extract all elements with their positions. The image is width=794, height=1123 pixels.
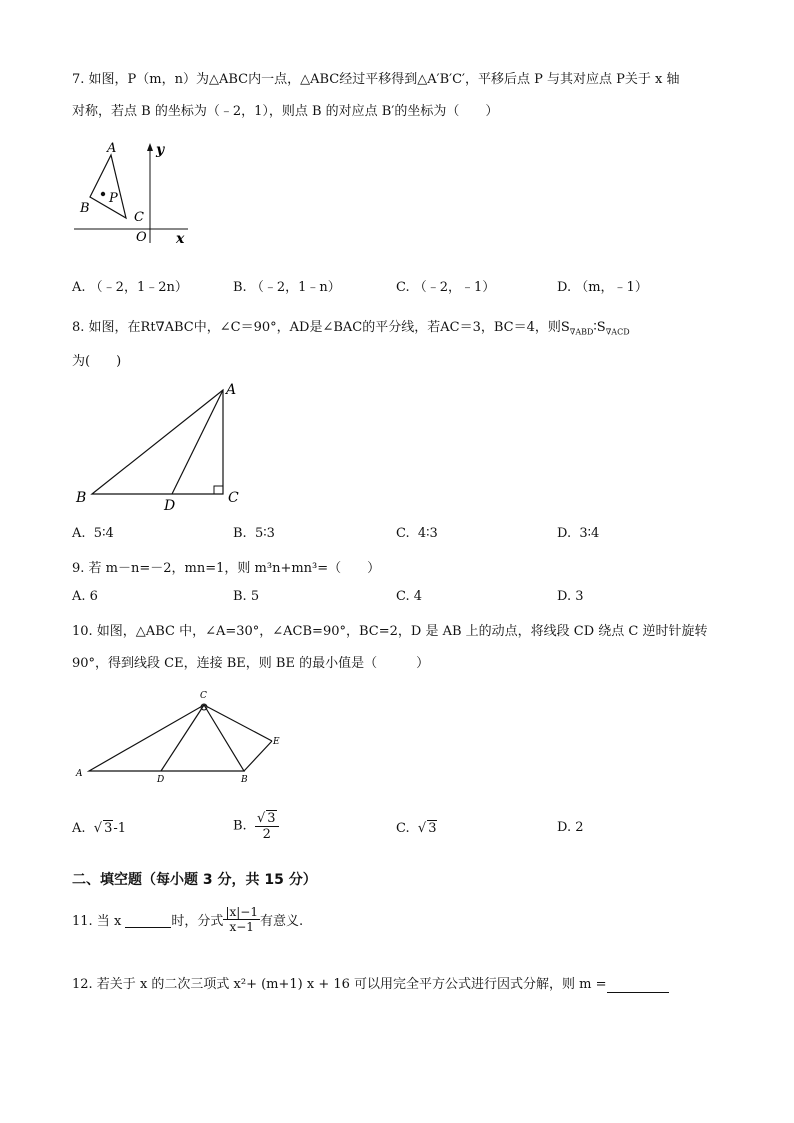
q8-option-b[interactable]: B. 5∶3: [233, 526, 275, 541]
q10-label-A: A: [76, 769, 83, 779]
q10-label-D: D: [157, 775, 165, 785]
q7-label-O: O: [136, 230, 147, 245]
q7-label-y: y: [156, 142, 165, 158]
q7-figure: [70, 140, 200, 250]
q10-label-B: B: [241, 775, 248, 785]
q11-stem: 11. 当 x 时，分式 $\frac{|x|-1}{x-1}$ 有意义.: [72, 905, 304, 934]
q7-option-c[interactable]: C. （﹣2，﹣1）: [396, 280, 496, 295]
q9-stem: 9. 若 m－n=－2，mn=1，则 m³n+mn³=（ ）: [72, 561, 381, 576]
q8-label-C: C: [228, 490, 239, 506]
q7-stem-line1: 7. 如图，P（m，n）为△ABC内一点，△ABC经过平移得到△A′B′C′，平移后点 P 与其对应点 P关于 x 轴: [72, 72, 680, 87]
q7-label-P: P: [109, 191, 118, 206]
q8-option-c[interactable]: C. 4∶3: [396, 526, 438, 541]
q7-option-a[interactable]: A. （﹣2，1﹣2n）: [72, 280, 188, 295]
q8-option-d[interactable]: D. 3∶4: [557, 526, 600, 541]
q9-option-a[interactable]: A. 6: [72, 589, 98, 604]
q7-stem-line2: 对称，若点 B 的坐标为（﹣2，1），则点 B 的对应点 B′的坐标为（ ）: [72, 104, 499, 119]
q8-option-a[interactable]: A. 5∶4: [72, 526, 114, 541]
q7-label-A: A: [107, 141, 117, 156]
q7-label-C: C: [134, 210, 144, 225]
q10-option-b[interactable]: B. $\frac{√ 3}{2}$: [233, 810, 279, 842]
q9-option-c[interactable]: C. 4: [396, 589, 423, 604]
q8-stem-line1: 8. 如图，在Rt∇ABC中，∠C＝90°，AD是∠BAC的平分线，若AC＝3，BC＝4，则$S_{\nabla ABD}∶S_{\nabla ACD}$: [72, 320, 630, 337]
q12-answer-blank[interactable]: [607, 977, 669, 993]
q8-label-D: D: [164, 498, 176, 514]
section-2-heading: 二、填空题（每小题 3 分，共 15 分）: [72, 872, 317, 888]
q7-option-b[interactable]: B. （﹣2，1﹣n）: [233, 280, 341, 295]
q8-label-A: A: [226, 382, 237, 398]
q11-answer-blank[interactable]: [125, 912, 171, 928]
q7-option-d[interactable]: D. （m，﹣1）: [557, 280, 648, 295]
q10-label-C: C: [200, 691, 207, 701]
q10-figure: [70, 686, 290, 786]
q9-option-d[interactable]: D. 3: [557, 589, 584, 604]
q7-label-B: B: [80, 201, 90, 216]
q10-stem-line2: 90°，得到线段 CE，连接 BE，则 BE 的最小值是（ ）: [72, 656, 430, 671]
q8-figure: [70, 378, 250, 513]
q9-option-b[interactable]: B. 5: [233, 589, 260, 604]
q8-stem-line2: 为( ): [72, 354, 122, 369]
q10-option-d[interactable]: D. 2: [557, 820, 584, 835]
q10-option-a[interactable]: A. √ 3-1: [72, 821, 127, 836]
q12-stem: 12. 若关于 x 的二次三项式 x²+ (m+1) x + 16 可以用完全平方公式进行因式分解，则 m =: [72, 973, 669, 993]
q10-stem-line1: 10. 如图，△ABC 中，∠A=30°，∠ACB=90°，BC=2，D 是 AB 上的动点，将线段 CD 绕点 C 逆时针旋转: [72, 624, 708, 639]
q10-label-E: E: [273, 737, 280, 747]
q10-option-c[interactable]: C. √ 3: [396, 821, 437, 836]
q8-label-B: B: [76, 490, 87, 506]
q7-label-x: x: [176, 231, 185, 247]
